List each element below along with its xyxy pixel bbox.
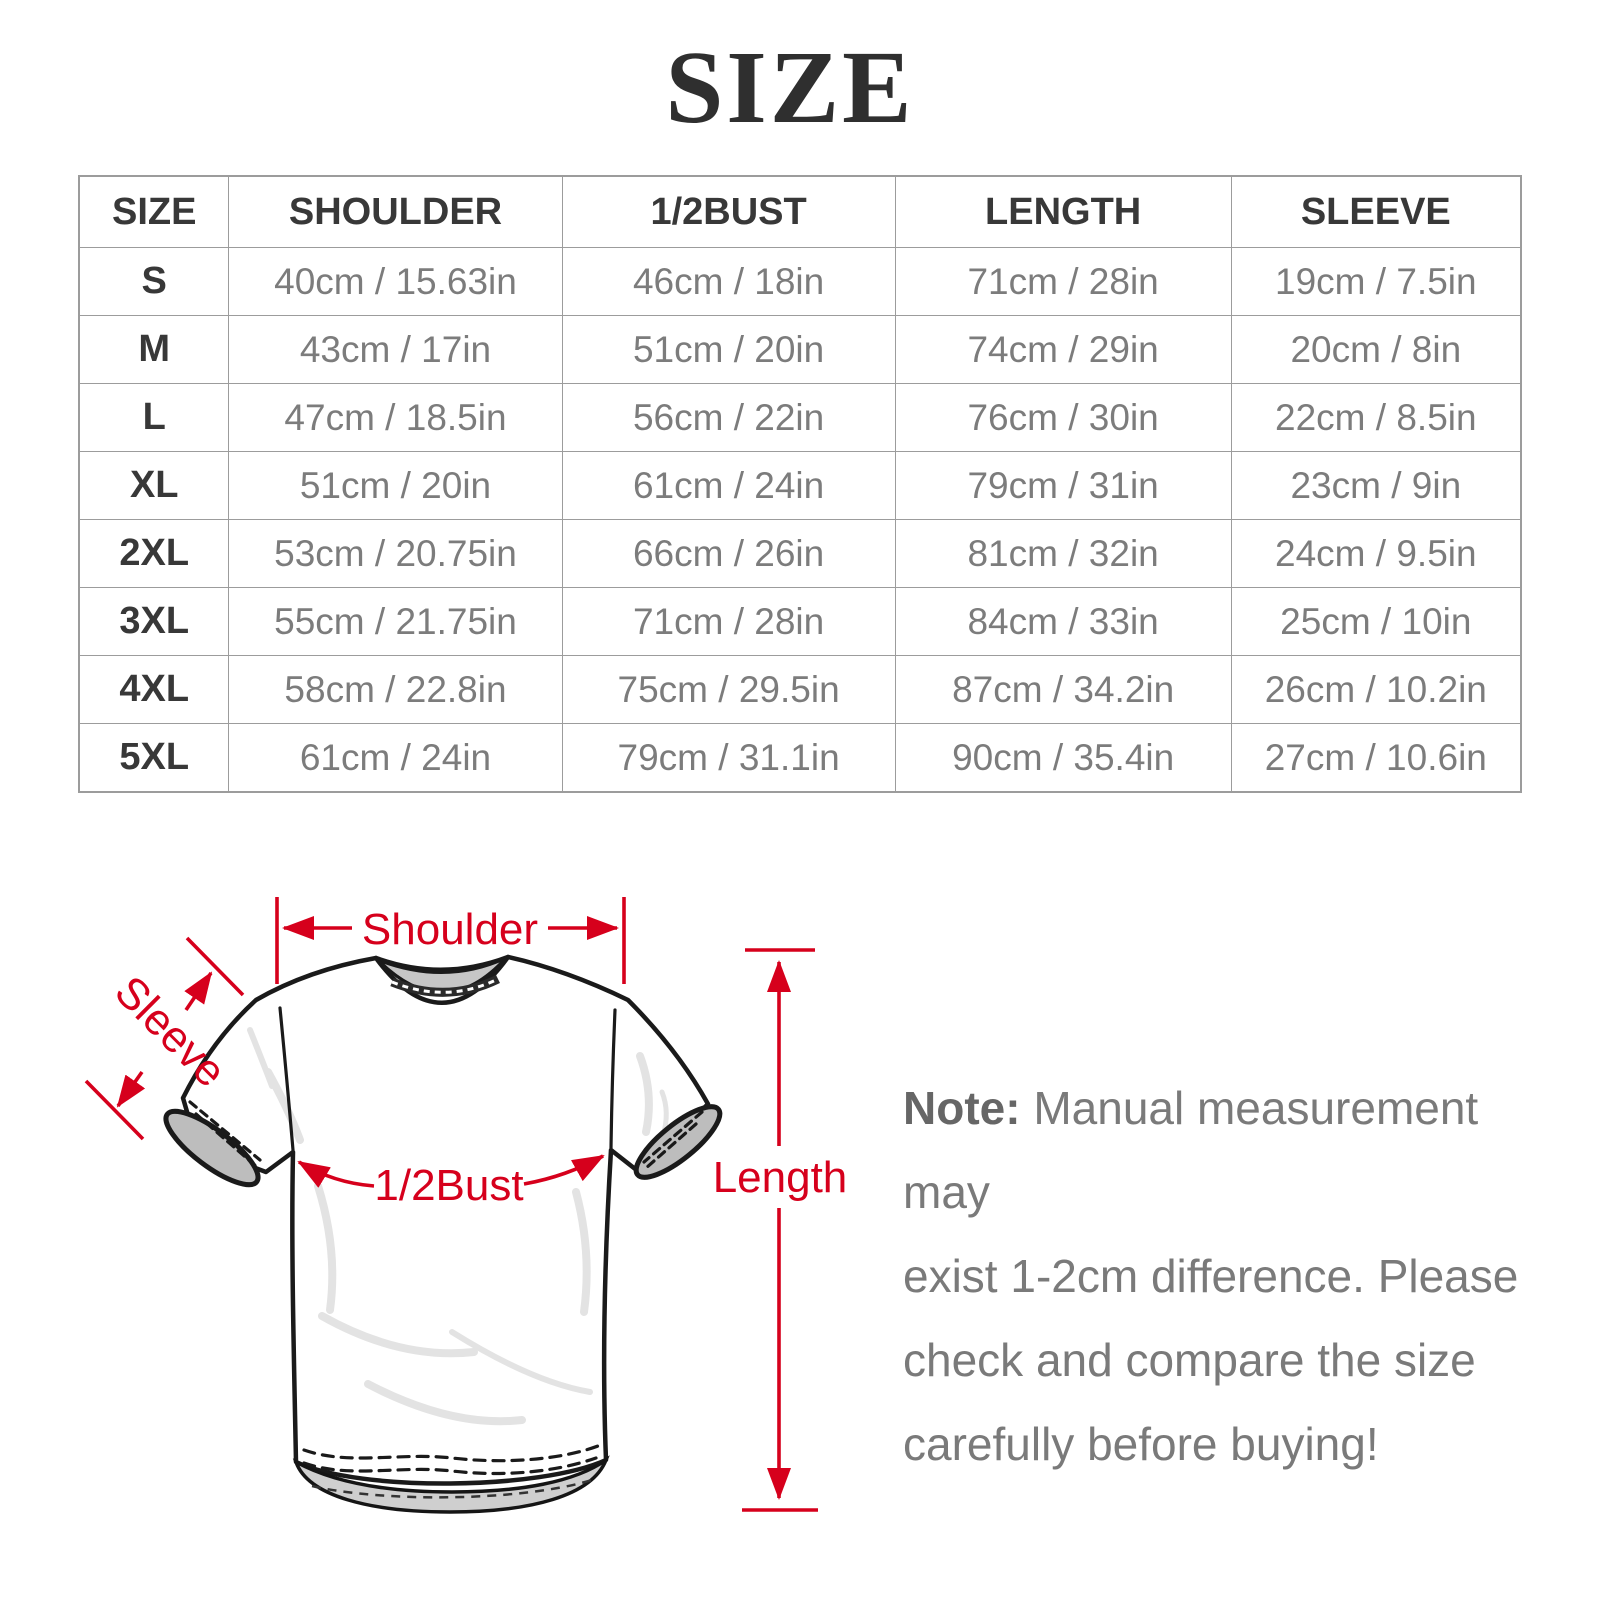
- cell-sleeve: 23cm / 9in: [1231, 452, 1521, 520]
- cell-shoulder: 58cm / 22.8in: [229, 656, 562, 724]
- cell-shoulder: 53cm / 20.75in: [229, 520, 562, 588]
- cell-length: 71cm / 28in: [895, 248, 1231, 316]
- length-label: Length: [712, 1153, 848, 1202]
- cell-shoulder: 51cm / 20in: [229, 452, 562, 520]
- sleeve-arrow-down: [118, 1072, 142, 1106]
- cell-shoulder: 47cm / 18.5in: [229, 384, 562, 452]
- table-row: [79, 452, 1521, 520]
- cell-halfbust: 71cm / 28in: [562, 588, 895, 656]
- sleeve-label: Sleeve: [105, 966, 236, 1097]
- cell-sleeve: 22cm / 8.5in: [1231, 384, 1521, 452]
- sleeve-arrow-up: [186, 973, 211, 1010]
- header-length: LENGTH: [895, 176, 1231, 248]
- half-bust-label: 1/2Bust: [374, 1161, 524, 1210]
- cell-halfbust: 46cm / 18in: [562, 248, 895, 316]
- shoulder-label: Shoulder: [361, 905, 539, 954]
- wrinkle: [368, 1384, 522, 1421]
- hem-stitch: [304, 1446, 598, 1461]
- cell-sleeve: 20cm / 8in: [1231, 316, 1521, 384]
- cell-length: 81cm / 32in: [895, 520, 1231, 588]
- note-line: check and compare the size: [903, 1334, 1476, 1386]
- cell-halfbust: 56cm / 22in: [562, 384, 895, 452]
- table-row: [79, 724, 1521, 793]
- cell-sleeve: 25cm / 10in: [1231, 588, 1521, 656]
- table-row: [79, 520, 1521, 588]
- cell-halfbust: 66cm / 26in: [562, 520, 895, 588]
- cell-length: 87cm / 34.2in: [895, 656, 1231, 724]
- cell-halfbust: 79cm / 31.1in: [562, 724, 895, 793]
- sleeve-cap-bottom: [86, 1081, 143, 1139]
- measurement-note: [903, 1066, 1543, 1486]
- cell-halfbust: 61cm / 24in: [562, 452, 895, 520]
- header-sleeve: SLEEVE: [1231, 176, 1521, 248]
- tshirt-illustration: [156, 957, 729, 1512]
- cell-length: 79cm / 31in: [895, 452, 1231, 520]
- table-row: [79, 248, 1521, 316]
- hem-stitch: [304, 1458, 596, 1473]
- header-shoulder: SHOULDER: [229, 176, 562, 248]
- cell-size: 3XL: [79, 588, 229, 656]
- cell-size: 2XL: [79, 520, 229, 588]
- cell-size: S: [79, 248, 229, 316]
- note-text: Manual measurement may: [903, 1082, 1479, 1218]
- table-row: [79, 384, 1521, 452]
- table-row: [79, 588, 1521, 656]
- cell-shoulder: 40cm / 15.63in: [229, 248, 562, 316]
- bust-arrow-right: [524, 1156, 603, 1184]
- page-title: SIZE: [665, 30, 915, 145]
- cell-size: L: [79, 384, 229, 452]
- cell-halfbust: 51cm / 20in: [562, 316, 895, 384]
- note-line: [903, 1066, 1543, 1234]
- left-cuff: [156, 1100, 267, 1196]
- cell-shoulder: 55cm / 21.75in: [229, 588, 562, 656]
- size-table-container: [78, 175, 1522, 793]
- cell-length: 84cm / 33in: [895, 588, 1231, 656]
- note-label: Note:: [903, 1082, 1021, 1134]
- cell-size: 4XL: [79, 656, 229, 724]
- left-sleeve-seam: [280, 1008, 293, 1150]
- sleeve-cap-top: [187, 938, 243, 995]
- header-halfbust: 1/2BUST: [562, 176, 895, 248]
- wrinkle: [576, 1192, 587, 1312]
- right-sleeve-seam: [611, 1010, 615, 1148]
- header-size: SIZE: [79, 176, 229, 248]
- cell-shoulder: 61cm / 24in: [229, 724, 562, 793]
- cell-length: 90cm / 35.4in: [895, 724, 1231, 793]
- size-table: [78, 175, 1522, 793]
- cell-size: XL: [79, 452, 229, 520]
- table-row: [79, 656, 1521, 724]
- bust-arrow-left: [299, 1162, 374, 1186]
- length-measure: [713, 950, 848, 1510]
- cell-length: 74cm / 29in: [895, 316, 1231, 384]
- cell-size: 5XL: [79, 724, 229, 793]
- tshirt-body: [183, 957, 708, 1484]
- table-row: [79, 316, 1521, 384]
- cell-sleeve: 19cm / 7.5in: [1231, 248, 1521, 316]
- cell-halfbust: 75cm / 29.5in: [562, 656, 895, 724]
- cell-size: M: [79, 316, 229, 384]
- wrinkle: [640, 1056, 649, 1132]
- wrinkle: [452, 1332, 590, 1392]
- cell-length: 76cm / 30in: [895, 384, 1231, 452]
- cell-sleeve: 24cm / 9.5in: [1231, 520, 1521, 588]
- wrinkle: [318, 1186, 332, 1310]
- wrinkle: [250, 1030, 272, 1086]
- cell-sleeve: 26cm / 10.2in: [1231, 656, 1521, 724]
- note-line: carefully before buying!: [903, 1418, 1379, 1470]
- cell-sleeve: 27cm / 10.6in: [1231, 724, 1521, 793]
- hem: [296, 1446, 606, 1512]
- note-line: exist 1-2cm difference. Please: [903, 1250, 1519, 1302]
- cell-shoulder: 43cm / 17in: [229, 316, 562, 384]
- half-bust-measure: [299, 1156, 603, 1210]
- table-header-row: [79, 176, 1521, 248]
- left-cuff-opening: [156, 1100, 267, 1196]
